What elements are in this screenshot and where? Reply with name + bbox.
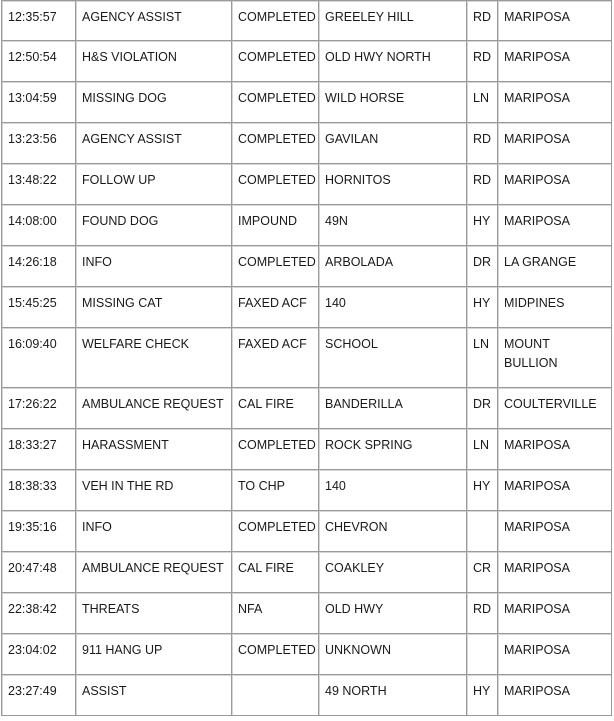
street-cell: ROCK SPRING <box>319 429 467 470</box>
city-cell: MARIPOSA <box>498 82 612 123</box>
city-cell: COULTERVILLE <box>498 388 612 429</box>
street-cell: COAKLEY <box>319 552 467 593</box>
table-row <box>1 675 612 716</box>
city-cell: MARIPOSA <box>498 205 612 246</box>
table-row <box>1 593 612 634</box>
street-suffix-cell: RD <box>467 164 498 205</box>
disposition-cell: COMPLETED <box>232 0 319 41</box>
time-cell: 15:45:25 <box>1 287 76 328</box>
street-suffix-cell <box>467 634 498 675</box>
call-type-cell: MISSING CAT <box>76 287 232 328</box>
street-suffix-cell: LN <box>467 429 498 470</box>
table-row <box>1 470 612 511</box>
disposition-cell: TO CHP <box>232 470 319 511</box>
table-row <box>1 246 612 287</box>
call-type-cell: AMBULANCE REQUEST <box>76 388 232 429</box>
time-cell: 23:04:02 <box>1 634 76 675</box>
street-cell: WILD HORSE <box>319 82 467 123</box>
call-log-table <box>1 0 612 716</box>
call-type-cell: INFO <box>76 246 232 287</box>
street-suffix-cell: DR <box>467 246 498 287</box>
time-cell: 14:26:18 <box>1 246 76 287</box>
street-suffix-cell: RD <box>467 123 498 164</box>
street-cell: SCHOOL <box>319 328 467 388</box>
disposition-cell: NFA <box>232 593 319 634</box>
disposition-cell: COMPLETED <box>232 164 319 205</box>
call-type-cell: FOUND DOG <box>76 205 232 246</box>
time-cell: 13:23:56 <box>1 123 76 164</box>
table-row <box>1 82 612 123</box>
disposition-cell: FAXED ACF <box>232 287 319 328</box>
street-cell: OLD HWY NORTH <box>319 41 467 82</box>
city-cell: MIDPINES <box>498 287 612 328</box>
street-suffix-cell: HY <box>467 675 498 716</box>
disposition-cell: COMPLETED <box>232 634 319 675</box>
city-cell: MARIPOSA <box>498 41 612 82</box>
street-suffix-cell: CR <box>467 552 498 593</box>
street-suffix-cell: RD <box>467 41 498 82</box>
time-cell: 20:47:48 <box>1 552 76 593</box>
call-type-cell: MISSING DOG <box>76 82 232 123</box>
city-cell: MARIPOSA <box>498 511 612 552</box>
city-cell: MARIPOSA <box>498 123 612 164</box>
call-type-cell: H&S VIOLATION <box>76 41 232 82</box>
time-cell: 18:33:27 <box>1 429 76 470</box>
street-suffix-cell: RD <box>467 593 498 634</box>
table-row <box>1 511 612 552</box>
street-suffix-cell: RD <box>467 0 498 41</box>
disposition-cell: COMPLETED <box>232 429 319 470</box>
street-cell: UNKNOWN <box>319 634 467 675</box>
street-cell: 49N <box>319 205 467 246</box>
table-row <box>1 287 612 328</box>
call-type-cell: FOLLOW UP <box>76 164 232 205</box>
disposition-cell: COMPLETED <box>232 41 319 82</box>
table-row <box>1 328 612 388</box>
call-type-cell: VEH IN THE RD <box>76 470 232 511</box>
call-type-cell: THREATS <box>76 593 232 634</box>
call-type-cell: AGENCY ASSIST <box>76 0 232 41</box>
call-type-cell: AMBULANCE REQUEST <box>76 552 232 593</box>
city-cell: MARIPOSA <box>498 429 612 470</box>
street-cell: 140 <box>319 470 467 511</box>
time-cell: 14:08:00 <box>1 205 76 246</box>
table-row <box>1 388 612 429</box>
table-row <box>1 164 612 205</box>
city-cell: LA GRANGE <box>498 246 612 287</box>
table-row <box>1 205 612 246</box>
disposition-cell: IMPOUND <box>232 205 319 246</box>
table-row <box>1 634 612 675</box>
city-cell: MARIPOSA <box>498 634 612 675</box>
street-cell: CHEVRON <box>319 511 467 552</box>
street-suffix-cell <box>467 511 498 552</box>
street-suffix-cell: LN <box>467 82 498 123</box>
disposition-cell: FAXED ACF <box>232 328 319 388</box>
city-cell: MARIPOSA <box>498 0 612 41</box>
call-type-cell: INFO <box>76 511 232 552</box>
table-row <box>1 0 612 41</box>
time-cell: 19:35:16 <box>1 511 76 552</box>
time-cell: 23:27:49 <box>1 675 76 716</box>
time-cell: 13:48:22 <box>1 164 76 205</box>
street-cell: BANDERILLA <box>319 388 467 429</box>
city-cell: MARIPOSA <box>498 164 612 205</box>
time-cell: 22:38:42 <box>1 593 76 634</box>
time-cell: 12:50:54 <box>1 41 76 82</box>
street-cell: HORNITOS <box>319 164 467 205</box>
time-cell: 12:35:57 <box>1 0 76 41</box>
disposition-cell: CAL FIRE <box>232 552 319 593</box>
street-cell: GAVILAN <box>319 123 467 164</box>
time-cell: 16:09:40 <box>1 328 76 388</box>
call-type-cell: ASSIST <box>76 675 232 716</box>
city-cell: MARIPOSA <box>498 675 612 716</box>
disposition-cell: COMPLETED <box>232 123 319 164</box>
time-cell: 17:26:22 <box>1 388 76 429</box>
street-cell: 49 NORTH <box>319 675 467 716</box>
call-type-cell: WELFARE CHECK <box>76 328 232 388</box>
street-cell: GREELEY HILL <box>319 0 467 41</box>
city-cell: MARIPOSA <box>498 552 612 593</box>
city-cell: MOUNT BULLION <box>498 328 612 388</box>
call-log-body <box>1 0 612 716</box>
call-type-cell: 911 HANG UP <box>76 634 232 675</box>
disposition-cell: COMPLETED <box>232 511 319 552</box>
call-type-cell: AGENCY ASSIST <box>76 123 232 164</box>
table-row <box>1 552 612 593</box>
time-cell: 13:04:59 <box>1 82 76 123</box>
street-suffix-cell: HY <box>467 287 498 328</box>
city-cell: MARIPOSA <box>498 470 612 511</box>
disposition-cell: COMPLETED <box>232 82 319 123</box>
city-cell: MARIPOSA <box>498 593 612 634</box>
street-suffix-cell: LN <box>467 328 498 388</box>
street-cell: 140 <box>319 287 467 328</box>
disposition-cell: CAL FIRE <box>232 388 319 429</box>
table-row <box>1 123 612 164</box>
disposition-cell <box>232 675 319 716</box>
table-row <box>1 429 612 470</box>
street-suffix-cell: DR <box>467 388 498 429</box>
street-suffix-cell: HY <box>467 470 498 511</box>
table-row <box>1 41 612 82</box>
time-cell: 18:38:33 <box>1 470 76 511</box>
street-cell: ARBOLADA <box>319 246 467 287</box>
street-suffix-cell: HY <box>467 205 498 246</box>
disposition-cell: COMPLETED <box>232 246 319 287</box>
call-type-cell: HARASSMENT <box>76 429 232 470</box>
street-cell: OLD HWY <box>319 593 467 634</box>
